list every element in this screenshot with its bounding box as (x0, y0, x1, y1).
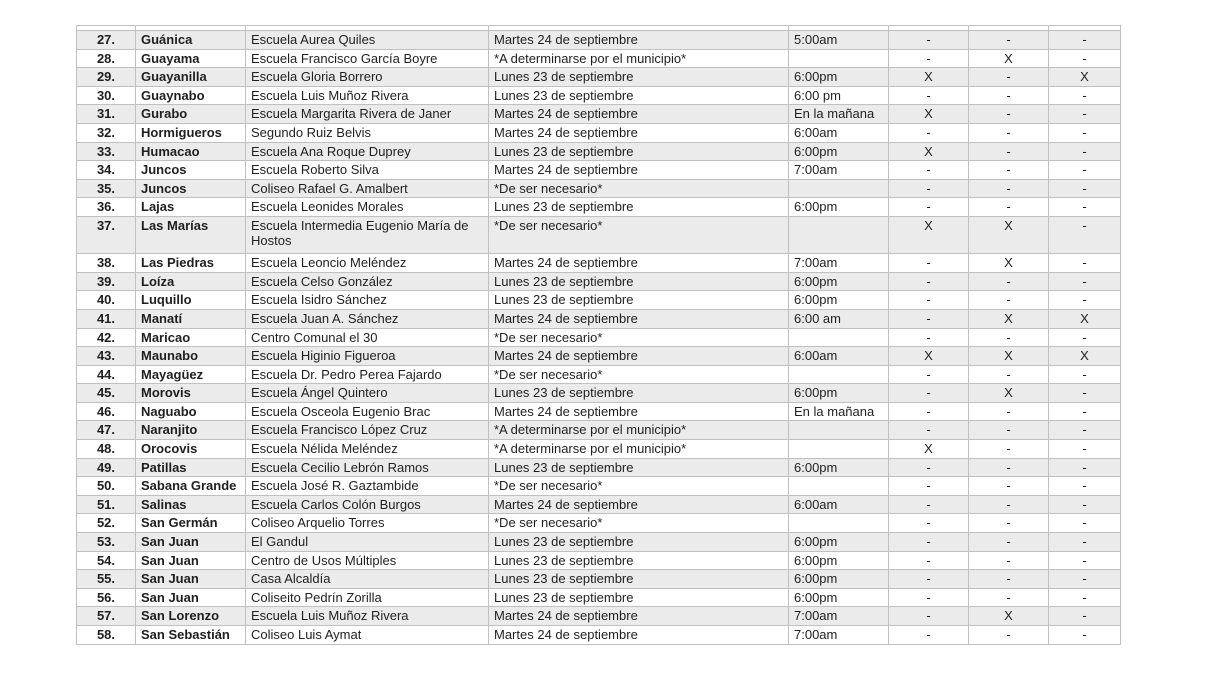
row-number-cell: 50. (77, 477, 136, 496)
mark-cell: - (889, 607, 969, 626)
row-number-cell: 47. (77, 421, 136, 440)
time-cell: 6:00pm (789, 533, 889, 552)
table-row (77, 495, 1121, 514)
mark-cell: - (969, 458, 1049, 477)
mark-cell: X (969, 309, 1049, 328)
venue-cell: Escuela Gloria Borrero (246, 68, 489, 87)
mark-cell: - (1049, 272, 1121, 291)
mark-cell: - (1049, 402, 1121, 421)
mark-cell: - (889, 254, 969, 273)
venue-cell: Coliseo Rafael G. Amalbert (246, 179, 489, 198)
venue-cell: Escuela Ana Roque Duprey (246, 142, 489, 161)
row-number-cell: 49. (77, 458, 136, 477)
mark-cell: - (1049, 514, 1121, 533)
date-cell: Martes 24 de septiembre (489, 105, 789, 124)
row-number-cell: 40. (77, 291, 136, 310)
venue-cell: Escuela Nélida Meléndez (246, 440, 489, 459)
municipality-cell: San Juan (136, 551, 246, 570)
venue-cell: Centro Comunal el 30 (246, 328, 489, 347)
mark-cell: - (889, 551, 969, 570)
municipality-cell: Mayagüez (136, 365, 246, 384)
municipality-cell: San Lorenzo (136, 607, 246, 626)
municipality-cell: San Juan (136, 533, 246, 552)
mark-cell: - (889, 533, 969, 552)
venue-cell: Escuela Celso González (246, 272, 489, 291)
mark-cell: - (969, 440, 1049, 459)
mark-cell: X (889, 142, 969, 161)
mark-cell: - (889, 495, 969, 514)
venue-cell: Escuela Osceola Eugenio Brac (246, 402, 489, 421)
mark-cell: - (969, 477, 1049, 496)
municipality-cell: Manatí (136, 309, 246, 328)
time-cell (789, 514, 889, 533)
date-cell: *De ser necesario* (489, 514, 789, 533)
table-row (77, 626, 1121, 645)
time-cell: 6:00 am (789, 309, 889, 328)
table-row (77, 440, 1121, 459)
table-row (77, 68, 1121, 87)
mark-cell: - (889, 31, 969, 50)
time-cell: 6:00pm (789, 551, 889, 570)
mark-cell: - (969, 31, 1049, 50)
mark-cell: - (969, 161, 1049, 180)
mark-cell: - (889, 86, 969, 105)
municipality-cell: Salinas (136, 495, 246, 514)
municipality-cell: Las Piedras (136, 254, 246, 273)
municipality-cell: Lajas (136, 198, 246, 217)
venue-cell: Escuela Higinio Figueroa (246, 347, 489, 366)
table-row (77, 161, 1121, 180)
municipality-cell: Maunabo (136, 347, 246, 366)
municipality-cell: Orocovis (136, 440, 246, 459)
mark-cell: X (889, 216, 969, 253)
time-cell: 6:00pm (789, 198, 889, 217)
time-cell: 7:00am (789, 254, 889, 273)
venue-cell: Escuela Carlos Colón Burgos (246, 495, 489, 514)
municipality-cell: Loíza (136, 272, 246, 291)
municipality-cell: Sabana Grande (136, 477, 246, 496)
table-row (77, 49, 1121, 68)
table-row (77, 384, 1121, 403)
mark-cell: - (1049, 533, 1121, 552)
row-number-cell: 43. (77, 347, 136, 366)
table-row (77, 588, 1121, 607)
mark-cell: - (969, 570, 1049, 589)
row-number-cell: 56. (77, 588, 136, 607)
table-row (77, 402, 1121, 421)
mark-cell: - (969, 402, 1049, 421)
time-cell (789, 365, 889, 384)
venue-cell: Escuela Leonides Morales (246, 198, 489, 217)
mark-cell: - (889, 123, 969, 142)
mark-cell: - (969, 179, 1049, 198)
mark-cell: - (1049, 588, 1121, 607)
row-number-cell: 28. (77, 49, 136, 68)
table-row (77, 458, 1121, 477)
mark-cell: - (1049, 254, 1121, 273)
date-cell: Martes 24 de septiembre (489, 161, 789, 180)
mark-cell: - (969, 533, 1049, 552)
time-cell (789, 179, 889, 198)
date-cell: *De ser necesario* (489, 179, 789, 198)
table-row (77, 142, 1121, 161)
venue-cell: Centro de Usos Múltiples (246, 551, 489, 570)
mark-cell: - (969, 272, 1049, 291)
venue-cell: Escuela Juan A. Sánchez (246, 309, 489, 328)
date-cell: Martes 24 de septiembre (489, 607, 789, 626)
time-cell: 6:00am (789, 347, 889, 366)
time-cell: 6:00pm (789, 570, 889, 589)
time-cell (789, 477, 889, 496)
municipality-cell: San Juan (136, 588, 246, 607)
municipality-cell: Naguabo (136, 402, 246, 421)
municipality-cell: Juncos (136, 161, 246, 180)
mark-cell: - (889, 161, 969, 180)
mark-cell: - (1049, 105, 1121, 124)
mark-cell: X (1049, 68, 1121, 87)
mark-cell: - (1049, 477, 1121, 496)
date-cell: Martes 24 de septiembre (489, 123, 789, 142)
table-row (77, 328, 1121, 347)
mark-cell: X (1049, 309, 1121, 328)
table-row (77, 179, 1121, 198)
mark-cell: - (1049, 607, 1121, 626)
venue-cell: Escuela Roberto Silva (246, 161, 489, 180)
venue-cell: Coliseo Arquelio Torres (246, 514, 489, 533)
date-cell: Martes 24 de septiembre (489, 309, 789, 328)
date-cell: Martes 24 de septiembre (489, 254, 789, 273)
mark-cell: - (969, 68, 1049, 87)
table-row (77, 533, 1121, 552)
table-row (77, 123, 1121, 142)
mark-cell: - (889, 291, 969, 310)
venue-cell: Escuela Luis Muñoz Rivera (246, 607, 489, 626)
table-row (77, 272, 1121, 291)
table-row (77, 309, 1121, 328)
municipality-cell: Luquillo (136, 291, 246, 310)
time-cell: 6:00pm (789, 272, 889, 291)
table-row (77, 607, 1121, 626)
mark-cell: - (889, 402, 969, 421)
venue-cell: Coliseito Pedrín Zorilla (246, 588, 489, 607)
table-row (77, 570, 1121, 589)
municipality-cell: Juncos (136, 179, 246, 198)
mark-cell: - (1049, 365, 1121, 384)
venue-cell: Escuela Luis Muñoz Rivera (246, 86, 489, 105)
row-number-cell: 41. (77, 309, 136, 328)
mark-cell: X (969, 607, 1049, 626)
row-number-cell: 29. (77, 68, 136, 87)
venue-cell: Escuela Dr. Pedro Perea Fajardo (246, 365, 489, 384)
table-row (77, 105, 1121, 124)
time-cell: 6:00pm (789, 291, 889, 310)
date-cell: Lunes 23 de septiembre (489, 570, 789, 589)
mark-cell: - (1049, 86, 1121, 105)
mark-cell: - (889, 570, 969, 589)
mark-cell: - (1049, 626, 1121, 645)
table-row (77, 216, 1121, 253)
time-cell: 6:00pm (789, 458, 889, 477)
municipality-cell: Guayanilla (136, 68, 246, 87)
venue-cell: Casa Alcaldía (246, 570, 489, 589)
time-cell: 6:00pm (789, 142, 889, 161)
date-cell: Martes 24 de septiembre (489, 495, 789, 514)
date-cell: Martes 24 de septiembre (489, 31, 789, 50)
row-number-cell: 57. (77, 607, 136, 626)
venue-cell: Escuela Intermedia Eugenio María de Hostos (246, 216, 489, 253)
mark-cell: - (1049, 495, 1121, 514)
municipality-cell: Guánica (136, 31, 246, 50)
date-cell: Martes 24 de septiembre (489, 626, 789, 645)
municipality-cell: San Sebastián (136, 626, 246, 645)
date-cell: *De ser necesario* (489, 328, 789, 347)
date-cell: Lunes 23 de septiembre (489, 198, 789, 217)
row-number-cell: 52. (77, 514, 136, 533)
row-number-cell: 39. (77, 272, 136, 291)
table-row (77, 291, 1121, 310)
row-number-cell: 34. (77, 161, 136, 180)
date-cell: Lunes 23 de septiembre (489, 68, 789, 87)
time-cell: 7:00am (789, 607, 889, 626)
mark-cell: - (889, 179, 969, 198)
date-cell: *A determinarse por el municipio* (489, 440, 789, 459)
time-cell: 6:00am (789, 123, 889, 142)
mark-cell: - (889, 309, 969, 328)
venue-cell: Escuela Cecilio Lebrón Ramos (246, 458, 489, 477)
row-number-cell: 37. (77, 216, 136, 253)
row-number-cell: 45. (77, 384, 136, 403)
municipality-cell: San Juan (136, 570, 246, 589)
schedule-table (76, 25, 1121, 645)
mark-cell: X (1049, 347, 1121, 366)
mark-cell: - (889, 328, 969, 347)
table-row (77, 254, 1121, 273)
row-number-cell: 51. (77, 495, 136, 514)
mark-cell: - (1049, 570, 1121, 589)
municipality-cell: Patillas (136, 458, 246, 477)
mark-cell: - (969, 291, 1049, 310)
row-number-cell: 46. (77, 402, 136, 421)
date-cell: *A determinarse por el municipio* (489, 421, 789, 440)
municipality-cell: Morovis (136, 384, 246, 403)
row-number-cell: 58. (77, 626, 136, 645)
time-cell (789, 216, 889, 253)
mark-cell: X (969, 49, 1049, 68)
venue-cell: El Gandul (246, 533, 489, 552)
venue-cell: Escuela Leoncio Meléndez (246, 254, 489, 273)
row-number-cell: 54. (77, 551, 136, 570)
date-cell: Lunes 23 de septiembre (489, 588, 789, 607)
time-cell: 6:00am (789, 495, 889, 514)
mark-cell: - (1049, 458, 1121, 477)
venue-cell: Escuela José R. Gaztambide (246, 477, 489, 496)
row-number-cell: 55. (77, 570, 136, 589)
row-number-cell: 27. (77, 31, 136, 50)
mark-cell: - (1049, 142, 1121, 161)
mark-cell: - (889, 49, 969, 68)
date-cell: Lunes 23 de septiembre (489, 272, 789, 291)
time-cell: 6:00pm (789, 588, 889, 607)
mark-cell: X (889, 68, 969, 87)
table-row (77, 86, 1121, 105)
mark-cell: - (1049, 161, 1121, 180)
time-cell: 7:00am (789, 161, 889, 180)
table-row (77, 198, 1121, 217)
mark-cell: - (889, 514, 969, 533)
date-cell: Lunes 23 de septiembre (489, 384, 789, 403)
mark-cell: X (889, 440, 969, 459)
mark-cell: - (1049, 421, 1121, 440)
municipality-cell: Guayama (136, 49, 246, 68)
mark-cell: X (969, 216, 1049, 253)
date-cell: *De ser necesario* (489, 477, 789, 496)
mark-cell: - (969, 365, 1049, 384)
municipality-cell: Guaynabo (136, 86, 246, 105)
mark-cell: - (969, 588, 1049, 607)
table-row (77, 365, 1121, 384)
row-number-cell: 32. (77, 123, 136, 142)
date-cell: Lunes 23 de septiembre (489, 551, 789, 570)
municipality-cell: Las Marías (136, 216, 246, 253)
venue-cell: Escuela Francisco López Cruz (246, 421, 489, 440)
mark-cell: - (889, 421, 969, 440)
venue-cell: Escuela Ángel Quintero (246, 384, 489, 403)
mark-cell: - (1049, 31, 1121, 50)
mark-cell: - (889, 588, 969, 607)
row-number-cell: 53. (77, 533, 136, 552)
time-cell (789, 421, 889, 440)
mark-cell: - (889, 272, 969, 291)
municipality-cell: Hormigueros (136, 123, 246, 142)
row-number-cell: 42. (77, 328, 136, 347)
mark-cell: - (1049, 328, 1121, 347)
mark-cell: X (889, 347, 969, 366)
schedule-table-container (76, 25, 1121, 645)
municipality-cell: San Germán (136, 514, 246, 533)
mark-cell: - (1049, 384, 1121, 403)
mark-cell: - (1049, 123, 1121, 142)
time-cell (789, 440, 889, 459)
table-row (77, 421, 1121, 440)
table-row (77, 347, 1121, 366)
date-cell: Lunes 23 de septiembre (489, 458, 789, 477)
row-number-cell: 33. (77, 142, 136, 161)
venue-cell: Segundo Ruiz Belvis (246, 123, 489, 142)
date-cell: Martes 24 de septiembre (489, 347, 789, 366)
row-number-cell: 35. (77, 179, 136, 198)
mark-cell: - (1049, 49, 1121, 68)
municipality-cell: Naranjito (136, 421, 246, 440)
time-cell: 7:00am (789, 626, 889, 645)
date-cell: Lunes 23 de septiembre (489, 533, 789, 552)
date-cell: Martes 24 de septiembre (489, 402, 789, 421)
time-cell (789, 328, 889, 347)
time-cell: En la mañana (789, 402, 889, 421)
mark-cell: - (969, 105, 1049, 124)
mark-cell: - (1049, 551, 1121, 570)
date-cell: Lunes 23 de septiembre (489, 142, 789, 161)
date-cell: *A determinarse por el municipio* (489, 49, 789, 68)
mark-cell: - (969, 495, 1049, 514)
mark-cell: - (889, 198, 969, 217)
mark-cell: - (889, 384, 969, 403)
time-cell: 6:00pm (789, 384, 889, 403)
row-number-cell: 30. (77, 86, 136, 105)
mark-cell: - (889, 365, 969, 384)
mark-cell: - (1049, 198, 1121, 217)
row-number-cell: 31. (77, 105, 136, 124)
table-row (77, 551, 1121, 570)
row-number-cell: 48. (77, 440, 136, 459)
time-cell (789, 49, 889, 68)
municipality-cell: Gurabo (136, 105, 246, 124)
row-number-cell: 36. (77, 198, 136, 217)
date-cell: *De ser necesario* (489, 365, 789, 384)
date-cell: Lunes 23 de septiembre (489, 86, 789, 105)
table-body (77, 26, 1121, 645)
mark-cell: - (969, 421, 1049, 440)
row-number-cell: 38. (77, 254, 136, 273)
table-row (77, 477, 1121, 496)
mark-cell: - (969, 142, 1049, 161)
mark-cell: X (889, 105, 969, 124)
mark-cell: - (889, 458, 969, 477)
table-row (77, 514, 1121, 533)
venue-cell: Coliseo Luis Aymat (246, 626, 489, 645)
table-row (77, 31, 1121, 50)
mark-cell: X (969, 254, 1049, 273)
date-cell: Lunes 23 de septiembre (489, 291, 789, 310)
mark-cell: - (969, 514, 1049, 533)
mark-cell: - (1049, 291, 1121, 310)
mark-cell: - (969, 551, 1049, 570)
mark-cell: - (1049, 440, 1121, 459)
time-cell: 6:00 pm (789, 86, 889, 105)
row-number-cell: 44. (77, 365, 136, 384)
mark-cell: - (969, 86, 1049, 105)
municipality-cell: Humacao (136, 142, 246, 161)
mark-cell: - (969, 198, 1049, 217)
time-cell: 5:00am (789, 31, 889, 50)
mark-cell: - (969, 626, 1049, 645)
mark-cell: - (889, 626, 969, 645)
mark-cell: - (889, 477, 969, 496)
municipality-cell: Maricao (136, 328, 246, 347)
mark-cell: - (969, 328, 1049, 347)
venue-cell: Escuela Isidro Sánchez (246, 291, 489, 310)
mark-cell: - (1049, 216, 1121, 253)
mark-cell: X (969, 384, 1049, 403)
venue-cell: Escuela Francisco García Boyre (246, 49, 489, 68)
date-cell: *De ser necesario* (489, 216, 789, 253)
venue-cell: Escuela Margarita Rivera de Janer (246, 105, 489, 124)
time-cell: En la mañana (789, 105, 889, 124)
mark-cell: - (1049, 179, 1121, 198)
venue-cell: Escuela Aurea Quiles (246, 31, 489, 50)
mark-cell: - (969, 123, 1049, 142)
time-cell: 6:00pm (789, 68, 889, 87)
mark-cell: X (969, 347, 1049, 366)
